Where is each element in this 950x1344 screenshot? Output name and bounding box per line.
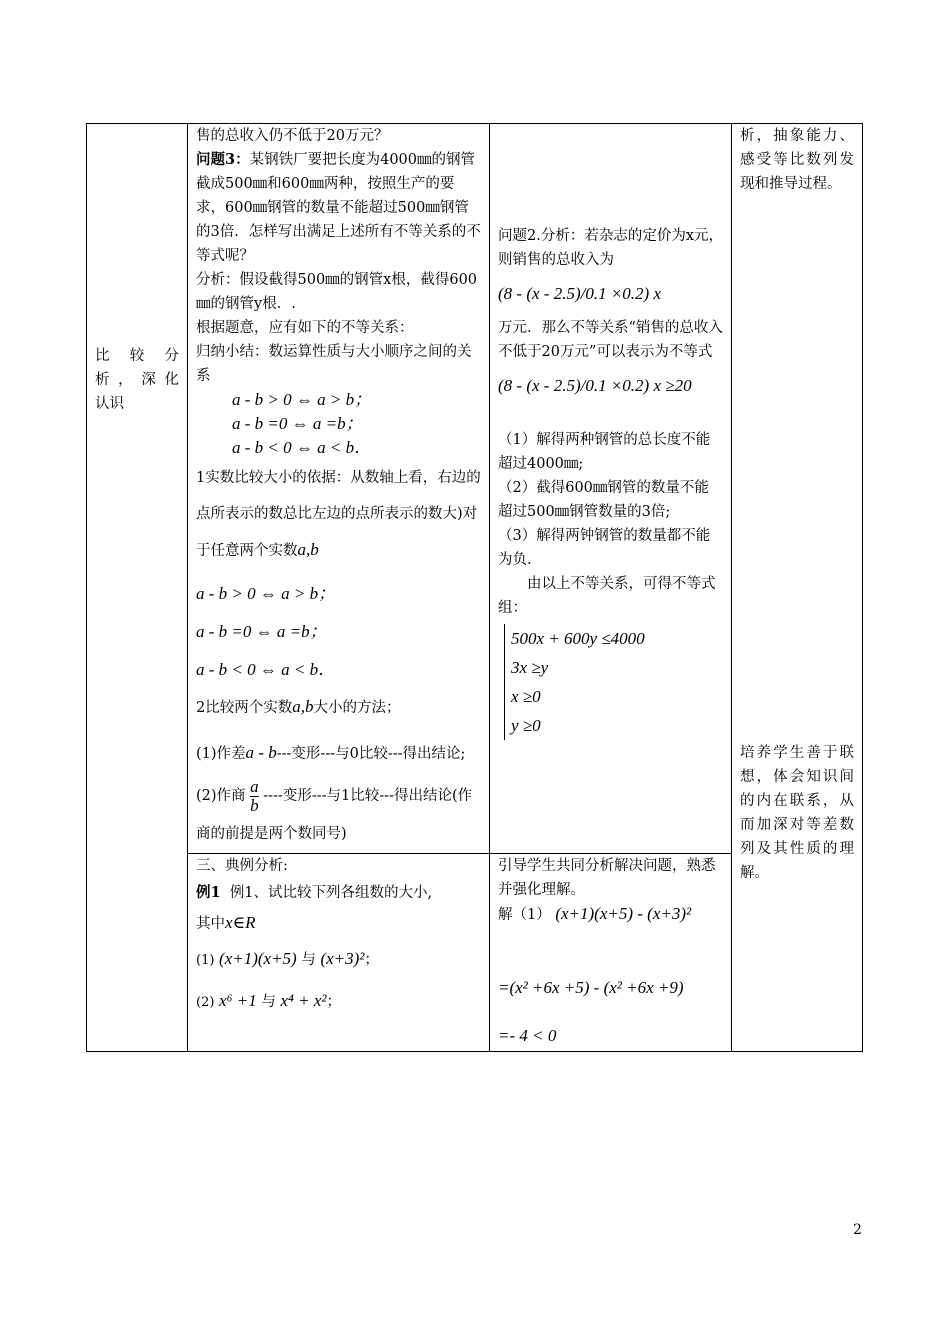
formula: x⁶ +1 — [219, 991, 257, 1010]
example-label: 例1 — [196, 884, 221, 901]
formula: x ≥0 — [511, 687, 541, 706]
quotient-method: (2)作商 $\frac{a}{b}$ ----变形---与1比较---得出结论(作商的前提是两个数同号) — [196, 776, 473, 842]
goal-cell — [732, 124, 863, 1052]
condition-3: （3）解得两钟钢管的数量都不能为负. — [498, 528, 711, 568]
formula: =(x² +6x +5) - (x² +6x +9) — [498, 978, 684, 997]
method-text: 2比较两个实数a,b大小的方法； — [196, 697, 401, 716]
summary-text: 归纳小结：数运算性质与大小顺序之间的关系 — [196, 344, 472, 384]
formula: a - b < 0 ⇔ a < b． — [232, 438, 372, 457]
formula: y ≥0 — [511, 716, 541, 735]
formula: a - b — [245, 743, 277, 762]
question-2-text: 万元．那么不等关系“销售的总收入不低于20万元”可以表示为不等式 — [498, 320, 723, 360]
formula: =- 4 < 0 — [498, 1026, 557, 1045]
formula: x∈R — [225, 913, 256, 932]
page-number: 2 — [853, 1222, 862, 1238]
formula: (8 - (x - 2.5)/0.1 ×0.2) x — [498, 284, 662, 303]
goal-text: 培养学生善于联想，体会知识间的内在联系，从而加深对等差数列及其性质的理解。 — [740, 745, 854, 881]
goal-text: 析，抽象能力、感受等比数列发现和推导过程。 — [740, 128, 854, 192]
example-item-2: (2) x⁶ +1 与 x⁴ + x²； — [196, 991, 342, 1010]
example-cell — [188, 854, 490, 1052]
analysis-text: 分析：假设截得500㎜的钢管x根，截得600㎜的钢管y根．. — [196, 272, 478, 312]
question-2-analysis: 问题2.分析：若杂志的定价为x元，则销售的总收入为 — [498, 228, 724, 268]
formula: (8 - (x - 2.5)/0.1 ×0.2) x ≥20 — [498, 376, 692, 395]
formula: a - b > 0 ⇔ a > b； — [232, 390, 372, 409]
example-item-1: (1) (x+1)(x+5) 与 (x+3)²； — [196, 949, 379, 968]
conclusion-text: 由以上不等关系，可得不等式组： — [498, 576, 716, 616]
relations-text: 根据题意，应有如下的不等关系： — [196, 320, 414, 336]
basis-text: 1实数比较大小的依据：从数轴上看，右边的点所表示的数总比左边的点所表示的数大)对于任意两个实数a,b — [196, 470, 481, 559]
solution-line: 解（1） (x+1)(x+5) - (x+3)² — [498, 904, 692, 923]
condition-1: （1）解得两种钢管的总长度不能超过4000㎜; — [498, 432, 711, 472]
example-domain: 其中x∈R — [196, 913, 256, 932]
stage-cell — [87, 124, 188, 1052]
stage-line: 析，深化 — [95, 372, 179, 388]
formula: a - b =0 ⇔ a =b； — [232, 414, 363, 433]
formula: x⁴ + x² — [280, 991, 327, 1010]
activity-cell — [490, 124, 732, 854]
formula: a - b =0 ⇔ a =b； — [196, 622, 327, 641]
formula: a,b — [297, 540, 319, 559]
fraction: $\frac{a}{b}$ — [250, 776, 259, 815]
formula: (x+1)(x+5) - (x+3)² — [555, 904, 692, 923]
table-row — [87, 124, 863, 854]
section-heading: 三、典例分析: — [196, 858, 288, 874]
condition-2: （2）截得600㎜钢管的数量不能超过500㎜钢管数量的3倍; — [498, 480, 709, 520]
question-label: 问题3： — [196, 151, 250, 168]
guide-text: 引导学生共同分析解决问题，熟悉并强化理解。 — [498, 858, 716, 898]
inequality-system — [504, 624, 723, 740]
lesson-plan-table — [86, 123, 863, 1052]
stage-line: 认识 — [95, 396, 124, 412]
formula: (x+3)² — [320, 949, 365, 968]
question-3 — [196, 148, 481, 268]
formula: a - b < 0 ⇔ a < b． — [196, 660, 336, 679]
stage-label — [95, 344, 179, 416]
difference-method: (1)作差a - b---变形---与0比较---得出结论; — [196, 743, 466, 762]
formula: 3x ≥y — [511, 658, 549, 677]
formula: a,b — [292, 697, 314, 716]
formula: a - b > 0 ⇔ a > b； — [196, 584, 336, 603]
formula: (x+1)(x+5) — [219, 949, 297, 968]
formula: 500x + 600y ≤4000 — [511, 629, 645, 648]
stage-line: 比 较 分 — [95, 348, 179, 364]
question-text: 某钢铁厂要把长度为4000㎜的钢管截成500㎜和600㎜两种，按照生产的要求，600㎜钢管的数量不能超过500㎜钢管的3倍．怎样写出满足上述所有不等关系的不等式呢？ — [196, 152, 481, 264]
content-cell — [188, 124, 490, 854]
solution-cell — [490, 854, 732, 1052]
paragraph: 售的总收入仍不低于20万元？ — [196, 128, 389, 144]
example-1: 例1 例1、试比较下列各组数的大小, — [196, 884, 433, 901]
